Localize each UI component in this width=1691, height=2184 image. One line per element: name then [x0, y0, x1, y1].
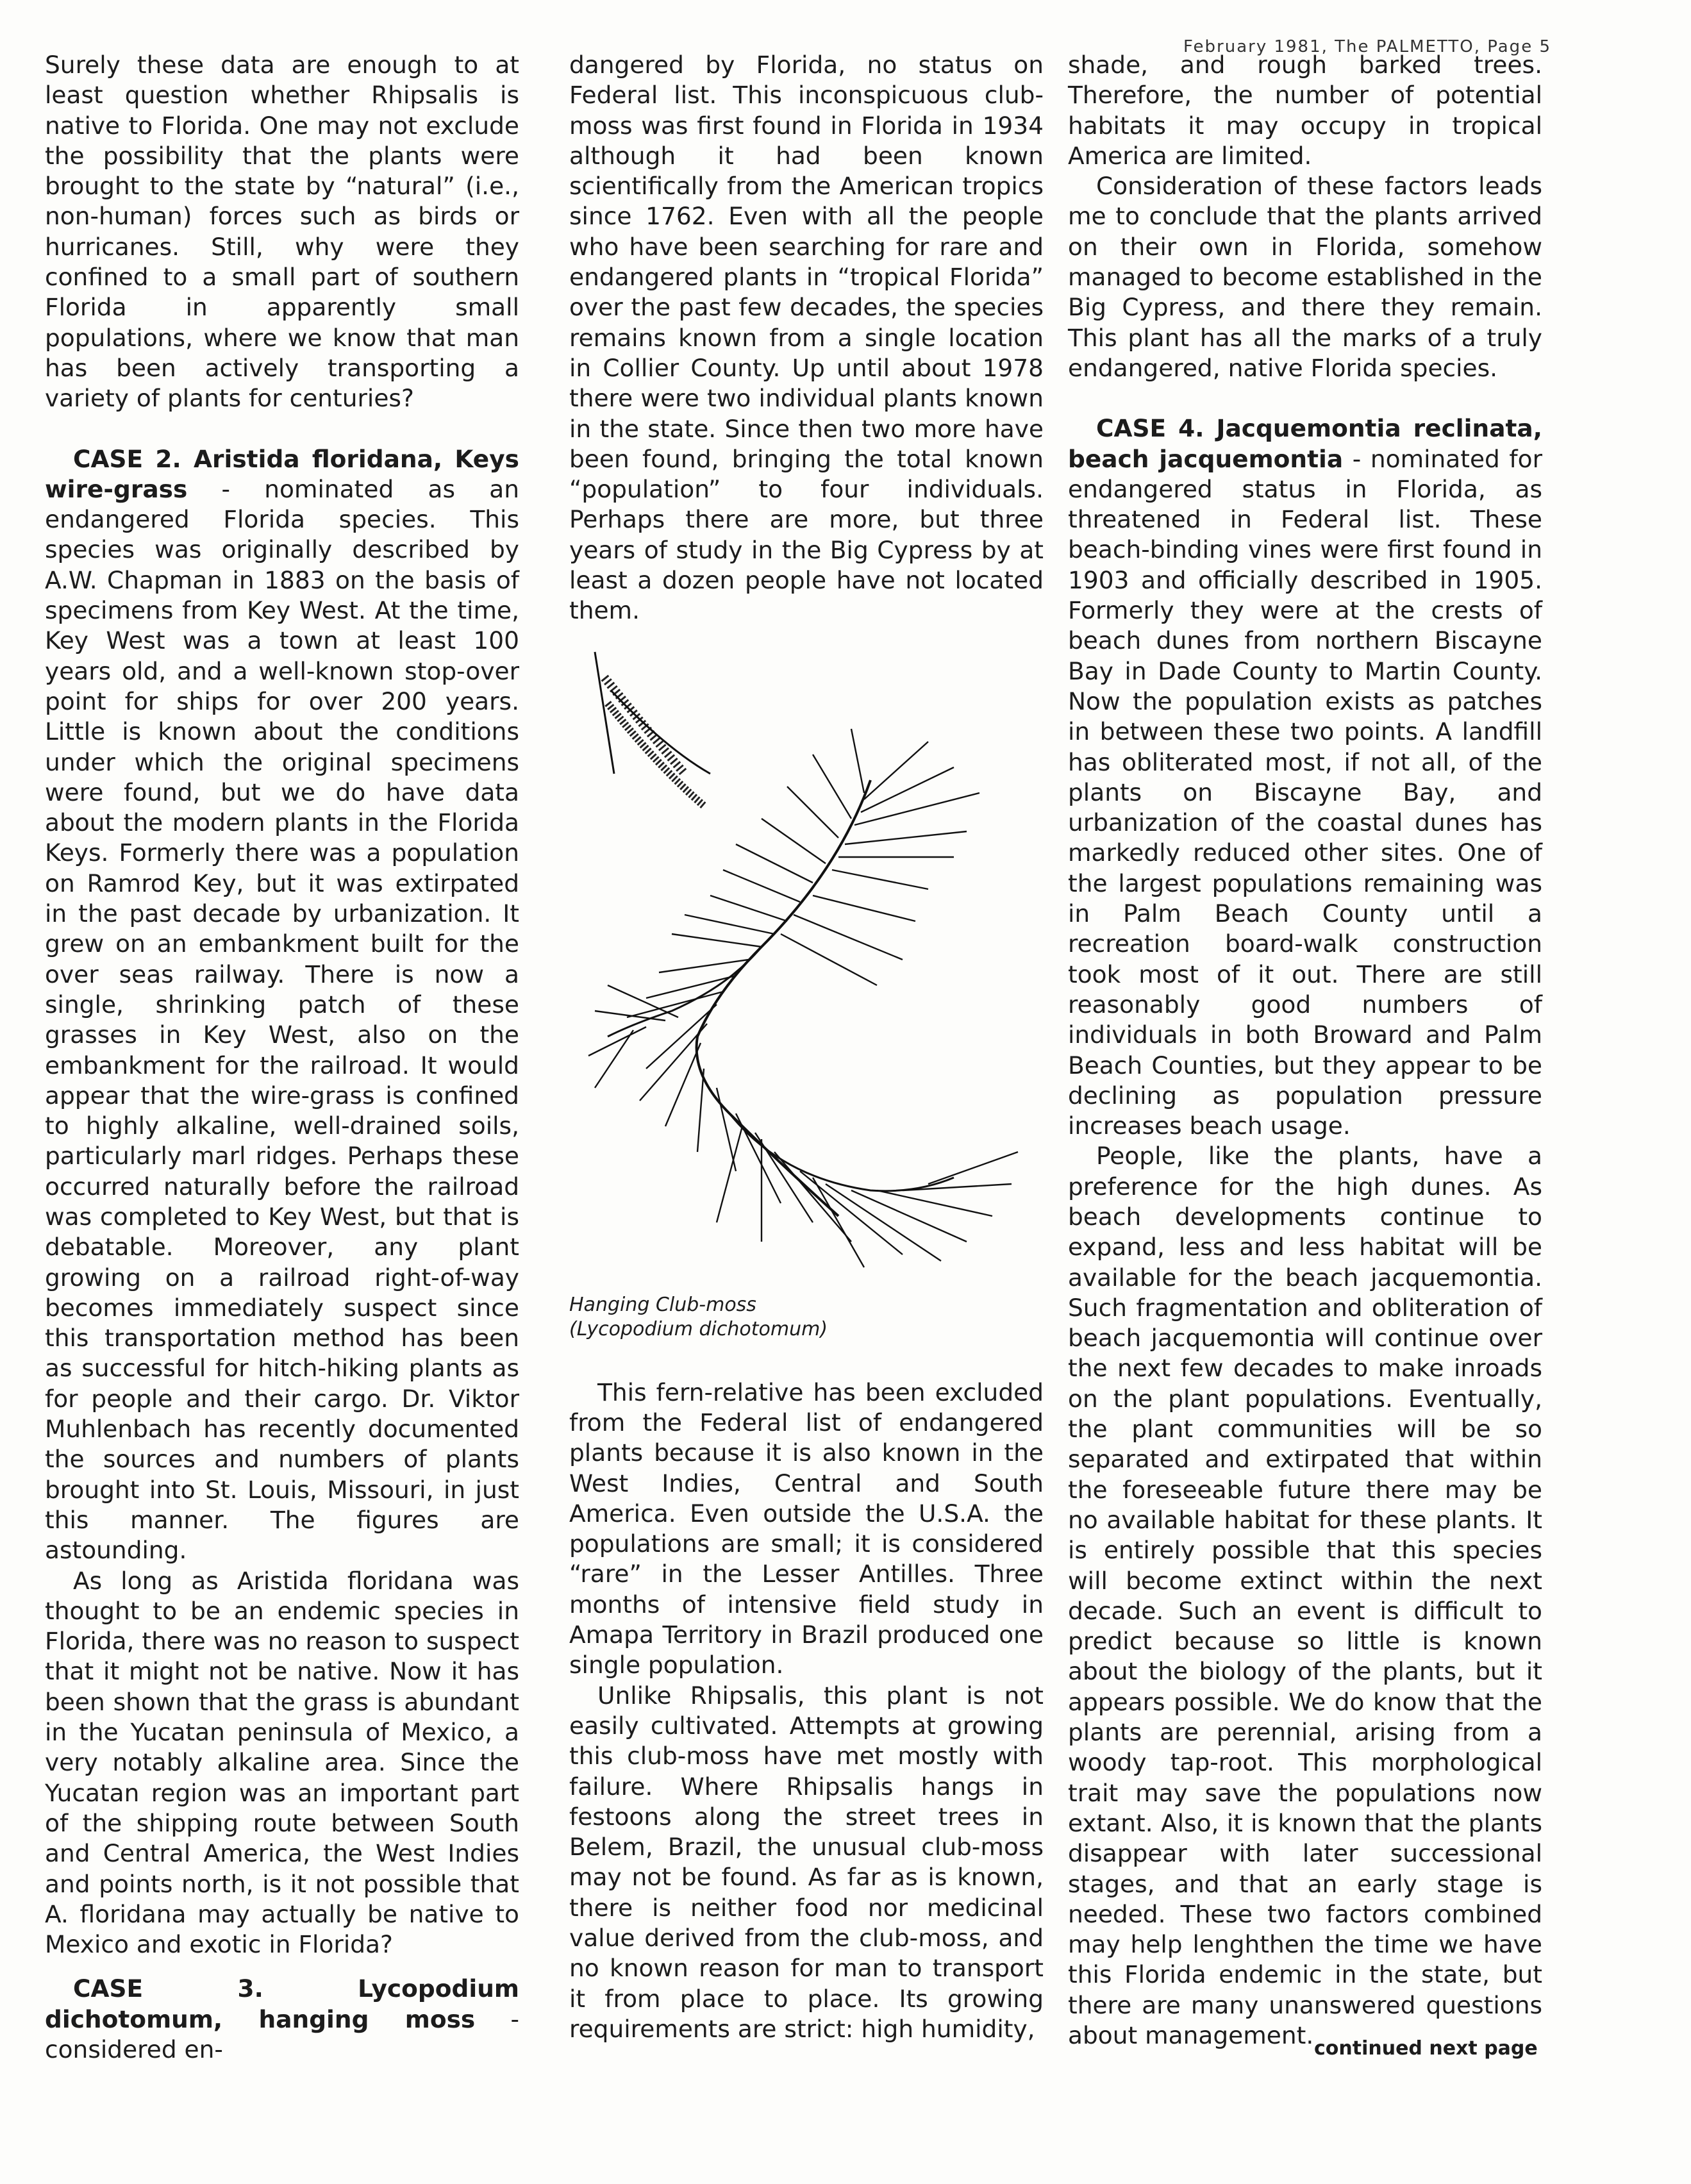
enlarged-shoot — [588, 729, 1018, 1267]
case-3-text: - considered en- — [45, 2005, 519, 2063]
paragraph: Surely these data are enough to at least question whether Rhipsalis is native to Florida. One may not exclude the possibility that the plants were brought to the state by “natural” (i.e., non-human) forces such as birds or hurricanes. Still, why were they confined to a small part of southern Florida in apparently small populations, where we know that man has been actively transporting a variety of plants for centuries? — [45, 51, 519, 413]
habit-sketch — [595, 652, 710, 806]
case-4-text: - nominated for endangered status in Florida, as threatened in Federal list. These beach-binding vines were first found in 1903 and officially described in 1905. Formerly they were at the crests of beach dunes from northern Biscayne Bay in Dade County to Martin County. Now the population exists as patches in between these two points. A landfill has obliterated most, if not all, of the plants on Biscayne Bay, and urbanization of the coastal dunes has markedly reduced other sites. One of the largest populations remaining was in Palm Beach County until a recreation board-walk construction took most of it out. There are still reasonably good numbers of individuals in both Broward and Palm Beach Counties, but they appear to be declining as population pressure increases beach usage. — [1068, 444, 1542, 1140]
case-2-text: - nominated as an endangered Florida species. This species was originally described by A.W. Chapman in 1883 on the basis of specimens from Key West. At the time, Key West was a town at least 100 years old, and a well-known stop-over point for ships for over 200 years. Little is known about the conditions under which the original specimens were found, but we do have data about the modern plants in the Florida Keys. Formerly there was a population on Ramrod Key, but it was extirpated in the past decade by urbanization. It grew on an embankment built for the over seas railway. There is now a single, shrinking patch of these grasses in Key West, also on the embankment for the railroad. It would appear that the wire-grass is confined to highly alkaline, well-drained soils, particularly marl ridges. Perhaps these occurred naturally before the railroad was completed to Key West, but that is debatable. Moreover, any plant growing on a railroad right-of-way becomes immediately suspect since this transportation method has been as successful for hitch-hiking plants as for people and their cargo. Dr. Viktor Muhlenbach has recently documented the sources and numbers of plants brought into St. Louis, Missouri, in just this manner. The figures are astounding. — [45, 474, 519, 1565]
lycopodium-drawing — [569, 626, 1044, 1293]
paragraph: This fern-relative has been excluded from the Federal list of endangered plants because it is also known in the West Indies, Central and South America. Even outside the U.S.A. the populations are small; it is considered “rare” in the Lesser Antilles. Three months of intensive field study in Amapa Territory in Brazil produced one single population. — [569, 1378, 1044, 1680]
continued-next-page: continued next page — [1314, 2037, 1538, 2060]
paragraph: As long as Aristida floridana was thought to be an endemic species in Florida, there was no reason to suspect that it might not be native. Now it has been shown that the grass is abundant in the Yucatan peninsula of Mexico, a very notably alkaline area. Since the Yucatan region was an important part of the shipping route between South and Central America, the West Indies and points north, is it not possible that A. floridana may actually be native to Mexico and exotic in Florida? — [45, 1566, 519, 1959]
case-2-heading: CASE 2. Aristida floridana, Keys wire-grass — [45, 444, 519, 503]
paragraph: shade, and rough barked trees. Therefore, the number of potential habitats it may occupy in tropical America are limited. — [1068, 51, 1542, 170]
paragraph: People, like the plants, have a preference for the high dunes. As beach developments continue to expand, less and less habitat will be available for the beach jacquemontia. Such fragmentation and obliteration of beach jacquemontia will continue over the next few decades to make inroads on the plant populations. Eventually, the plant communities will be so separated and extirpated that within the foreseeable future there may be no available habitat for these plants. It is entirely possible that this species will become extinct within the next decade. Such an event is difficult to predict because so little is known about the biology of the plants, but it appears possible. We do know that the plants are perennial, arising from a woody tap-root. This morphological trait may save the populations now extant. Also, it is known that the plants disappear with later successional stages, and that an early stage is needed. These two factors combined may help lenghthen the time we have this Florida endemic in the state, but there are many unanswered questions about management. — [1068, 1142, 1542, 2049]
club-moss-illustration — [569, 626, 1044, 1293]
column-3 — [1068, 50, 1542, 2051]
paragraph: dangered by Florida, no status on Federal list. This inconspicuous club-moss was first found in Florida in 1934 although it had been known scientifically from the American tropics since 1762. Even with all the people who have been searching for rare and endangered plants in “tropical Florida” over the past few decades, the species remains known from a single location in Collier County. Up until about 1978 there were two individual plants known in the state. Since then two more have been found, bringing the total known “population” to four individuals. Perhaps there are more, but three years of study in the Big Cypress by at least a dozen people have not located them. — [569, 51, 1044, 625]
paragraph-case-4 — [1068, 413, 1542, 1141]
paragraph: Unlike Rhipsalis, this plant is not easily cultivated. Attempts at growing this club-moss have met mostly with failure. Where Rhipsalis hangs in festoons along the street trees in Belem, Brazil, the unusual club-moss may not be found. As far as is known, there is neither food nor medicinal value derived from the club-moss, and no known reason for man to transport it from place to place. Its growing requirements are strict: high humidity, — [569, 1681, 1044, 2043]
column-2 — [569, 50, 1044, 2044]
figure-caption — [569, 1293, 1044, 1342]
paragraph-case-3 — [45, 1974, 519, 2065]
caption-line: (Lycopodium dichotomum) — [569, 1317, 828, 1340]
paragraph: Consideration of these factors leads me to conclude that the plants arrived on their own in Florida, somehow managed to become established in the Big Cypress, and there they remain. This plant has all the marks of a truly endangered, native Florida species. — [1068, 172, 1542, 382]
case-4-heading: CASE 4. Jacquemontia reclinata, beach jacquemontia — [1068, 414, 1542, 473]
case-3-heading: CASE 3. Lycopodium dichotomum, hanging moss — [45, 1974, 519, 2033]
running-head: February 1981, The PALMETTO, Page 5 — [1183, 37, 1551, 56]
paragraph-case-2 — [45, 444, 519, 1566]
column-1 — [45, 50, 519, 2065]
caption-line: Hanging Club-moss — [569, 1293, 756, 1316]
